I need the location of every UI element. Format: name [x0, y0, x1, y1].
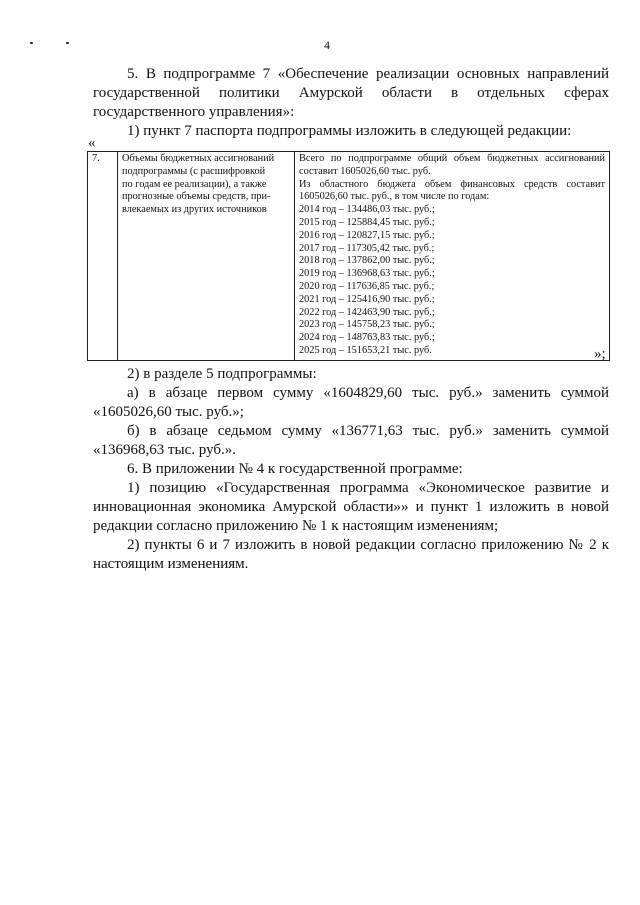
row-number: 7.: [92, 153, 100, 164]
row-title-cell: [118, 152, 295, 361]
row-title-line: по годам ее реализации), а также: [122, 178, 267, 190]
row-title-line: Объемы бюджетных ассигнований: [122, 153, 275, 164]
section5-intro: [93, 65, 609, 141]
row-number-cell: [88, 152, 118, 361]
section5-heading: 5. В подпрограмме 7 «Обеспечение реализации основных направлений государственной политики Амурской области в отдельных сферах государственного управления»:: [93, 66, 609, 120]
row-title-line: влекаемых из других источников: [122, 204, 267, 216]
year-funding-line: 2017 год – 117305,42 тыс. руб.;: [299, 242, 435, 254]
section6-item1: 1) позицию «Государственная программа «Экономическое развитие и инновационная экономика Амурской области»» и пункт 1 изложить в новой редакции согласно приложению № 1 к настоящим изменениям;: [93, 480, 609, 534]
scan-speck: [66, 42, 69, 44]
year-funding-line: 2024 год – 148763,83 тыс. руб.;: [299, 332, 435, 344]
section6-heading: 6. В приложении № 4 к государственной программе:: [127, 461, 463, 477]
section5-item2: 2) в разделе 5 подпрограммы:: [127, 366, 317, 382]
section5-item2a: а) в абзаце первом сумму «1604829,60 тыс. руб.» заменить суммой «1605026,60 тыс. руб.»;: [93, 385, 609, 420]
regional-funding-text: Из областного бюджета объем финансовых средств составит 1605026,60 тыс. руб., в том числе по годам:: [299, 178, 605, 203]
year-funding-line: 2020 год – 117636,85 тыс. руб.;: [299, 280, 435, 292]
year-funding-line: 2016 год – 120827,15 тыс. руб.;: [299, 229, 435, 241]
year-funding-line: 2019 год – 136968,63 тыс. руб.;: [299, 268, 435, 280]
section5-item2b: б) в абзаце седьмом сумму «136771,63 тыс. руб.» заменить суммой «136968,63 тыс. руб.».: [93, 423, 609, 458]
row-title-line: прогнозные объемы средств, при-: [122, 191, 271, 203]
passport-table: [87, 151, 610, 361]
close-quote: »;: [594, 346, 606, 362]
year-funding-line: 2021 год – 125416,90 тыс. руб.;: [299, 293, 435, 305]
open-quote: «: [88, 135, 96, 151]
section5-item1: 1) пункт 7 паспорта подпрограммы изложить в следующей редакции:: [127, 123, 572, 139]
year-funding-line: 2023 год – 145758,23 тыс. руб.;: [299, 319, 435, 331]
section6-item2: 2) пункты 6 и 7 изложить в новой редакции согласно приложению № 2 к настоящим изменениям.: [93, 537, 609, 572]
year-funding-line: 2014 год – 134486,03 тыс. руб.;: [299, 204, 435, 216]
total-funding-text: Всего по подпрограмме общий объем бюджетных ассигнований составит 1605026,60 тыс. руб.: [299, 153, 605, 177]
year-funding-line: 2018 год – 137862,00 тыс. руб.;: [299, 255, 435, 267]
row-value-cell: [295, 152, 610, 361]
scan-speck: [30, 42, 33, 44]
section5-followup: [93, 365, 609, 574]
year-funding-line: 2022 год – 142463,90 тыс. руб.;: [299, 306, 435, 318]
year-funding-line: 2025 год – 151653,21 тыс. руб.: [299, 344, 432, 356]
year-funding-line: 2015 год – 125884,45 тыс. руб.;: [299, 216, 435, 228]
table-row: [88, 152, 610, 361]
page-number: 4: [324, 38, 330, 52]
row-title-line: подпрограммы (с расшифровкой: [122, 165, 266, 177]
